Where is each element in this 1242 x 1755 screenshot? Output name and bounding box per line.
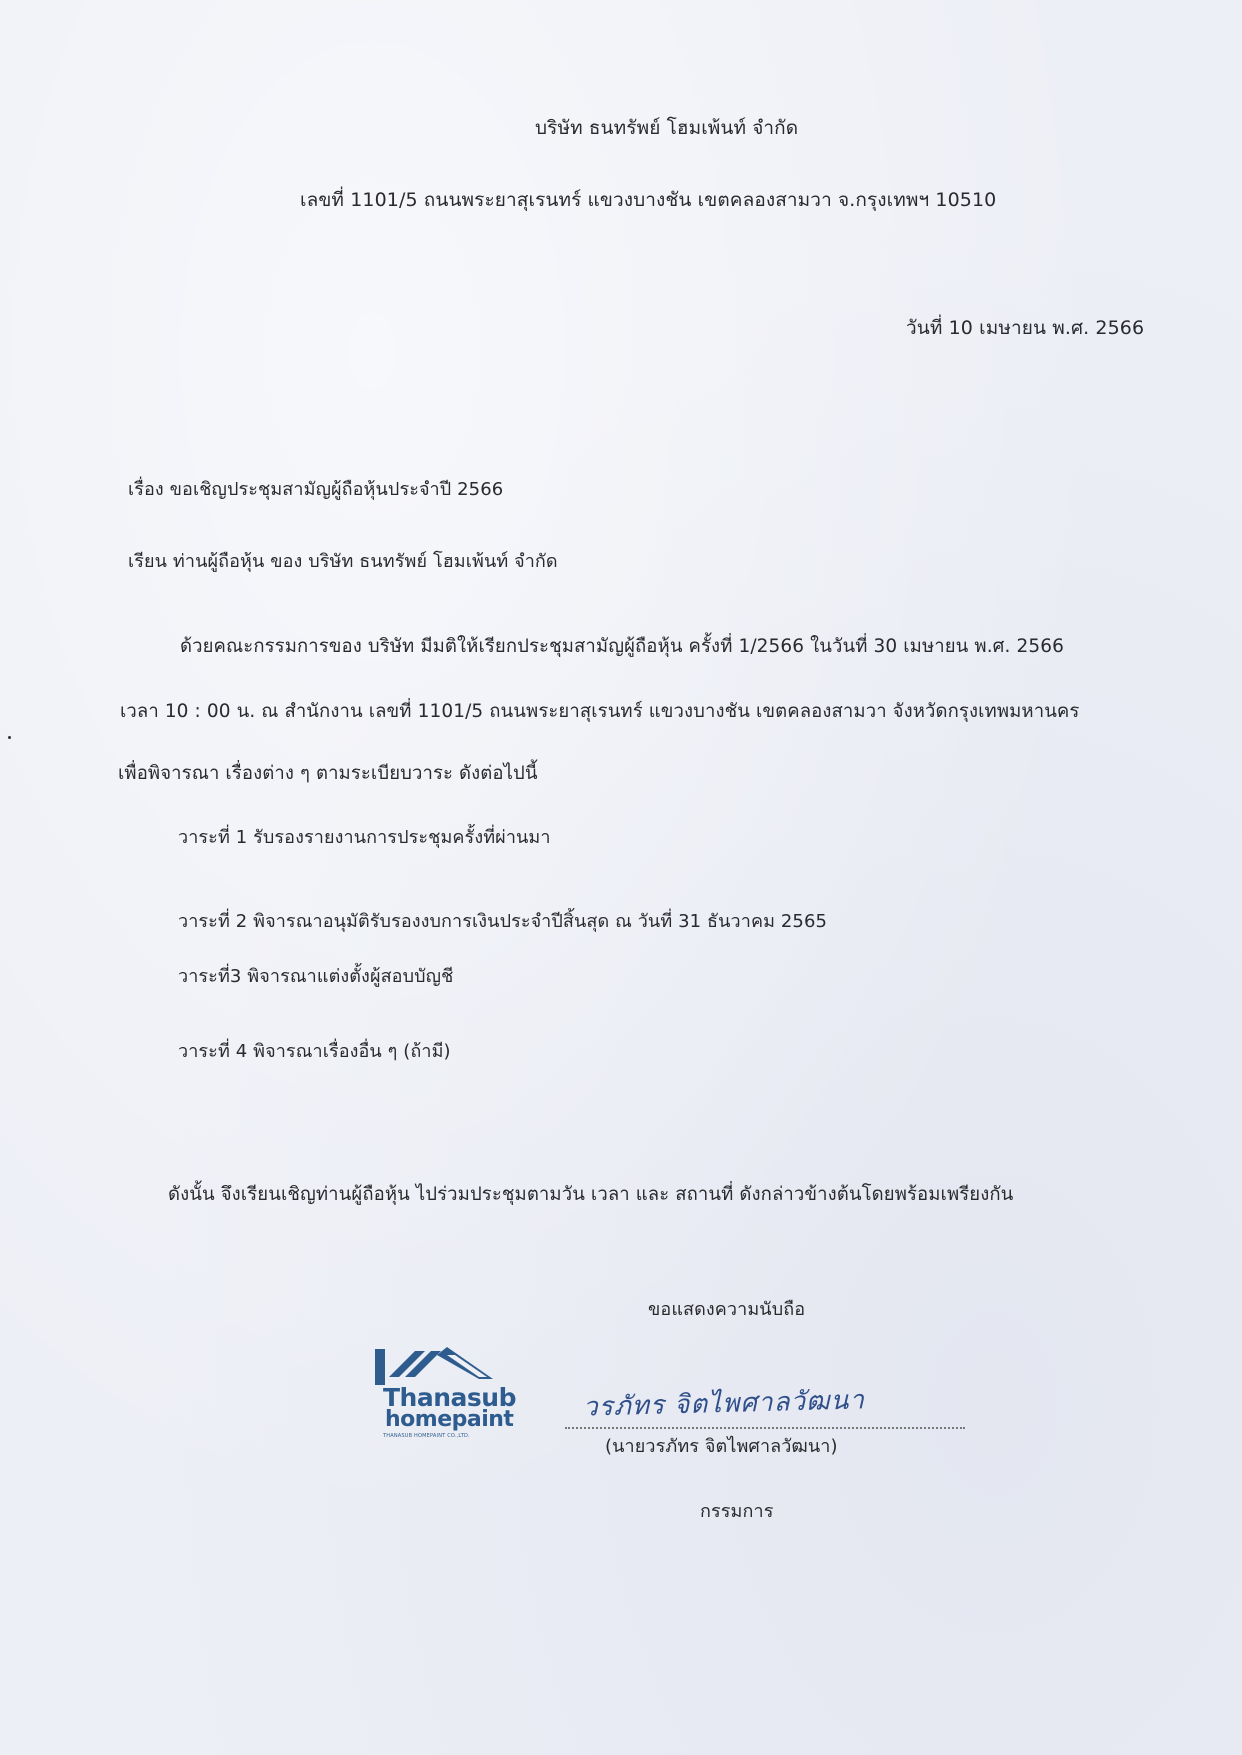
scan-speck: [8, 736, 11, 739]
company-name: บริษัท ธนทรัพย์ โฮมเพ้นท์ จำกัด: [535, 117, 799, 139]
logo-text-company: THANASUB HOMEPAINT CO.,LTD.: [383, 1433, 470, 1439]
signature-line: [565, 1427, 965, 1429]
logo-text-thanasub: Thanasub: [383, 1383, 516, 1412]
signer-title: กรรมการ: [700, 1501, 774, 1522]
body-line-3: เพื่อพิจารณา เรื่องต่าง ๆ ตามระเบียบวาระ ดังต่อไปนี้: [118, 763, 538, 784]
agenda-item-2: วาระที่ 2 พิจารณาอนุมัติรับรองงบการเงินประจำปีสิ้นสุด ณ วันที่ 31 ธันวาคม 2565: [178, 911, 828, 932]
letter-subject: เรื่อง ขอเชิญประชุมสามัญผู้ถือหุ้นประจำปี 2566: [128, 479, 504, 500]
agenda-item-3: วาระที่3 พิจารณาแต่งตั้งผู้สอบบัญชี: [178, 966, 454, 987]
regards-line: ขอแสดงความนับถือ: [648, 1299, 806, 1320]
body-line-1: ด้วยคณะกรรมการของ บริษัท มีมติให้เรียกประชุมสามัญผู้ถือหุ้น ครั้งที่ 1/2566 ในวันที่ 30 เมษายน พ.ศ. 2566: [180, 636, 1064, 657]
agenda-item-4: วาระที่ 4 พิจารณาเรื่องอื่น ๆ (ถ้ามี): [178, 1041, 451, 1062]
logo-text-homepaint: homepaint: [385, 1407, 514, 1432]
handwritten-signature: วรภัทร จิตไพศาลวัฒนา: [582, 1385, 866, 1423]
signer-printed-name: (นายวรภัทร จิตไพศาลวัฒนา): [605, 1436, 838, 1457]
letter-date: วันที่ 10 เมษายน พ.ศ. 2566: [906, 317, 1145, 339]
letter-recipient: เรียน ท่านผู้ถือหุ้น ของ บริษัท ธนทรัพย์ โฮมเพ้นท์ จำกัด: [128, 551, 558, 572]
company-address: เลขที่ 1101/5 ถนนพระยาสุเรนทร์ แขวงบางชัน เขตคลองสามวา จ.กรุงเทพฯ 10510: [300, 189, 997, 211]
body-line-2: เวลา 10 : 00 น. ณ สำนักงาน เลขที่ 1101/5 ถนนพระยาสุเรนทร์ แขวงบางชัน เขตคลองสามวา จังหวัดกรุงเทพมหานคร: [120, 701, 1080, 722]
agenda-item-1: วาระที่ 1 รับรองรายงานการประชุมครั้งที่ผ่านมา: [178, 827, 551, 848]
closing-paragraph: ดังนั้น จึงเรียนเชิญท่านผู้ถือหุ้น ไปร่วมประชุมตามวัน เวลา และ สถานที่ ดังกล่าวข้างต้นโดยพร้อมเพรียงกัน: [168, 1184, 1014, 1205]
company-logo: [375, 1345, 545, 1445]
